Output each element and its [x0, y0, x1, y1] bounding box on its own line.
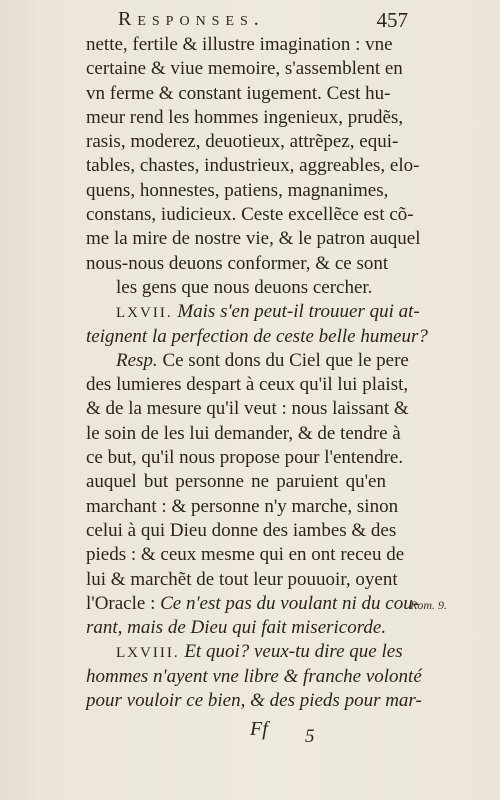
question-text: Mais s'en peut-il trouuer qui at- — [177, 301, 420, 323]
oracle-label: l'Oracle : — [86, 592, 156, 614]
text-line: tables, chastes, industrieux, aggreables, elo- — [86, 155, 420, 177]
body-text — [86, 33, 428, 713]
response-line: & de la mesure qu'il veut : nous laissant & — [86, 398, 409, 420]
question-68-line — [86, 640, 403, 664]
question-number: LXVIII. — [116, 645, 180, 662]
text-line: nous-nous deuons conformer, & ce sont — [86, 252, 389, 274]
question-68-line: pour vouloir ce bien, & des pieds pour mar- — [86, 690, 422, 712]
text-line: certaine & viue memoire, s'assemblent en — [86, 58, 403, 80]
response-label: Resp. — [116, 349, 158, 371]
response-line: le soin de les lui demander, & de tendre à — [86, 422, 401, 444]
text-line: me la mire de nostre vie, & le patron auquel — [86, 228, 421, 250]
oracle-line — [86, 592, 420, 616]
response-line: pieds : & ceux mesme qui en ont receu de — [86, 544, 405, 566]
response-line: ce but, qu'il nous propose pour l'entendre. — [86, 447, 404, 469]
text-line: meur rend les hommes ingenieux, prudẽs, — [86, 106, 404, 128]
response-line: marchant : & personne n'y marche, sinon — [86, 495, 399, 517]
response-text: Ce sont dons du Ciel que le pere — [162, 349, 409, 371]
oracle-quote: Ce n'est pas du voulant ni du cou- — [160, 592, 420, 614]
response-first-line — [86, 349, 409, 373]
response-line: des lumieres despart à ceux qu'il lui plaist, — [86, 374, 409, 396]
question-68-line: hommes n'ayent vne libre & franche volonté — [86, 665, 422, 687]
question-67-line — [86, 300, 420, 324]
margin-note: Rom. 9. — [410, 598, 447, 612]
text-line: nette, fertile & illustre imagination : vne — [86, 34, 393, 55]
signature-mark: Ff — [250, 718, 268, 740]
text-line: vn ferme & constant iugement. Cest hu- — [86, 82, 391, 104]
text-line: quens, honnestes, patiens, magnanimes, — [86, 179, 389, 201]
page-header — [118, 6, 408, 34]
question-number: LXVII. — [116, 305, 173, 322]
response-line: auquel but personne ne paruient qu'en — [86, 471, 386, 493]
text-line: constans, iudicieux. Ceste excellẽce est cõ- — [86, 204, 414, 226]
running-head: Responses. — [118, 8, 265, 30]
response-line: celui à qui Dieu donne des iambes & des — [86, 519, 397, 541]
response-line: lui & marchẽt de tout leur pouuoir, oyent — [86, 568, 398, 590]
page-number: 457 — [376, 8, 408, 32]
page-footer — [250, 718, 350, 748]
question-67-line: teignent la perfection de ceste belle humeur? — [86, 325, 428, 347]
text-line: rasis, moderez, deuotieux, attrẽpez, equi- — [86, 131, 399, 153]
text-line: les gens que nous deuons cercher. — [116, 276, 373, 298]
signature-number: 5 — [305, 726, 315, 747]
oracle-quote-line: rant, mais de Dieu qui fait misericorde. — [86, 617, 387, 639]
question-text: Et quoi? veux-tu dire que les — [184, 641, 403, 663]
